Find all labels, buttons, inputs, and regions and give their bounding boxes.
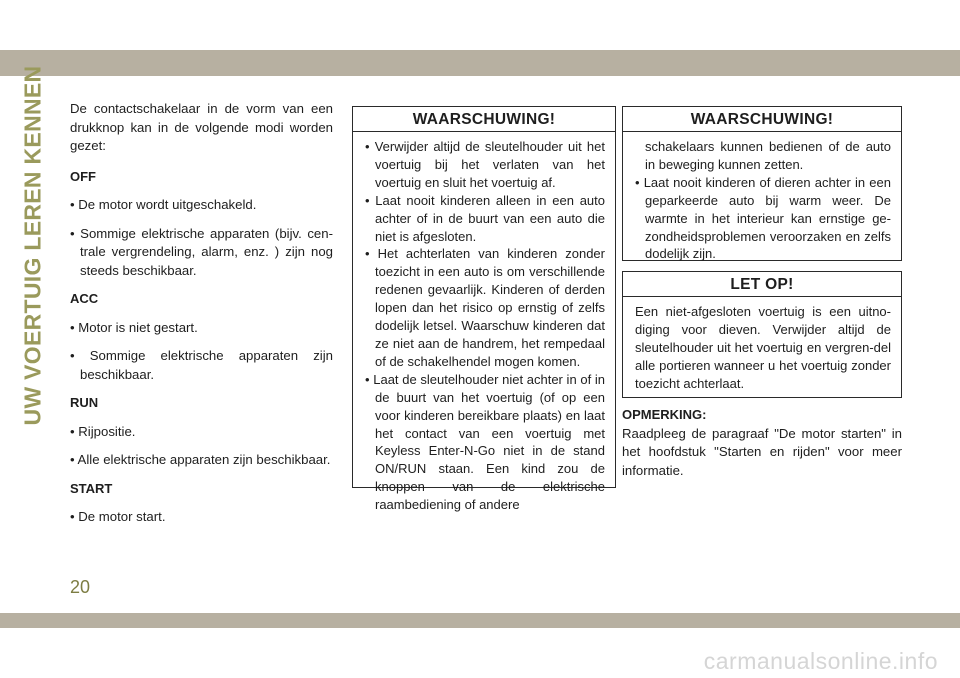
caution-text: Een niet-afgesloten voertuig is een uitno-diging voor dieven. Verwijder altijd de sleutelhouder uit het voertuig en vergren-del alle portieren wanneer u het voertuig zonder toezicht achterlaat. — [635, 304, 891, 391]
mode-item: • Motor is niet gestart. — [70, 319, 198, 335]
header-bar — [0, 50, 960, 76]
mode-heading-start: START — [70, 480, 113, 496]
mode-item: • De motor start. — [70, 509, 166, 524]
mode-heading-run: RUN — [70, 395, 99, 410]
warning-box-continued — [622, 106, 902, 261]
warning-title: WAARSCHUWING! — [623, 107, 901, 132]
mode-heading-off: OFF — [70, 168, 96, 184]
caution-box — [622, 271, 902, 398]
mode-item: • Alle elektrische apparaten zijn beschikbaar. — [70, 452, 331, 467]
mode-item: • Rijpositie. — [70, 423, 136, 439]
page-number: 20 — [70, 577, 91, 597]
warning-body — [353, 132, 615, 522]
warning-item: • Het achterlaten van kinderen zonder toezicht in een auto is om verschillende redenen gevaarlijk. Kinderen of derden lopen dan het risico op ernstig of zelfs dodelijk letsel. Waarschuw kinderen dat ze niet aan de handrem, het rempedaal of de schakelhendel mogen komen. — [365, 246, 605, 369]
warning-item: • Laat de sleutelhouder niet achter in of in de buurt van het voertuig (of op een voor kinderen bereikbare plaats) en laat het contact van een voertuig met Keyless Enter-N-Go niet in de stand ON/RUN staan. Een kind zou de knoppen van de elektrische raambediening of andere — [365, 371, 605, 513]
note-text: Raadpleeg de paragraaf "De motor starten" in het hoofdstuk "Starten en rijden" voor meer informatie. — [622, 425, 902, 478]
warning-body — [623, 132, 901, 271]
intro-text: De contactschakelaar in de vorm van een drukknop kan in de volgende modi worden gezet: — [70, 101, 333, 153]
footer-bar — [0, 613, 960, 628]
note-section — [622, 406, 902, 480]
left-column — [70, 100, 333, 537]
note-heading: OPMERKING: — [622, 407, 707, 422]
mode-item: • Sommige elektrische apparaten (bijv. cen-trale vergrendeling, alarm, enz. ) zijn nog steeds beschikbaar. — [70, 225, 333, 278]
chapter-title: UW VOERTUIG LEREN KENNEN — [19, 65, 46, 425]
warning-item: • Laat nooit kinderen alleen in een auto achter of in de buurt van een auto die niet is afgesloten. — [365, 192, 605, 244]
watermark: carmanualsonline.info — [703, 648, 938, 674]
warning-title: WAARSCHUWING! — [353, 107, 615, 132]
mode-heading-acc: ACC — [70, 291, 99, 306]
mode-item: • De motor wordt uitgeschakeld. — [70, 197, 257, 212]
warning-item: • Verwijder altijd de sleutelhouder uit het voertuig bij het verlaten van het voertuig en sluit het voertuig af. — [365, 139, 605, 190]
warning-item: • Laat nooit kinderen of dieren achter in een geparkeerde auto bij warm weer. De warmte in het interieur kan ernstige ge-zondheidsproblemen veroorzaken en zelfs dodelijk zijn. — [635, 174, 891, 262]
warning-continuation: schakelaars kunnen bedienen of de auto in beweging kunnen zetten. — [645, 139, 891, 172]
warning-box — [352, 106, 616, 513]
chapter-side-label — [18, 65, 48, 425]
caution-title: LET OP! — [623, 272, 901, 297]
caution-body — [623, 297, 901, 401]
mode-item: • Sommige elektrische apparaten zijn beschikbaar. — [70, 348, 333, 382]
